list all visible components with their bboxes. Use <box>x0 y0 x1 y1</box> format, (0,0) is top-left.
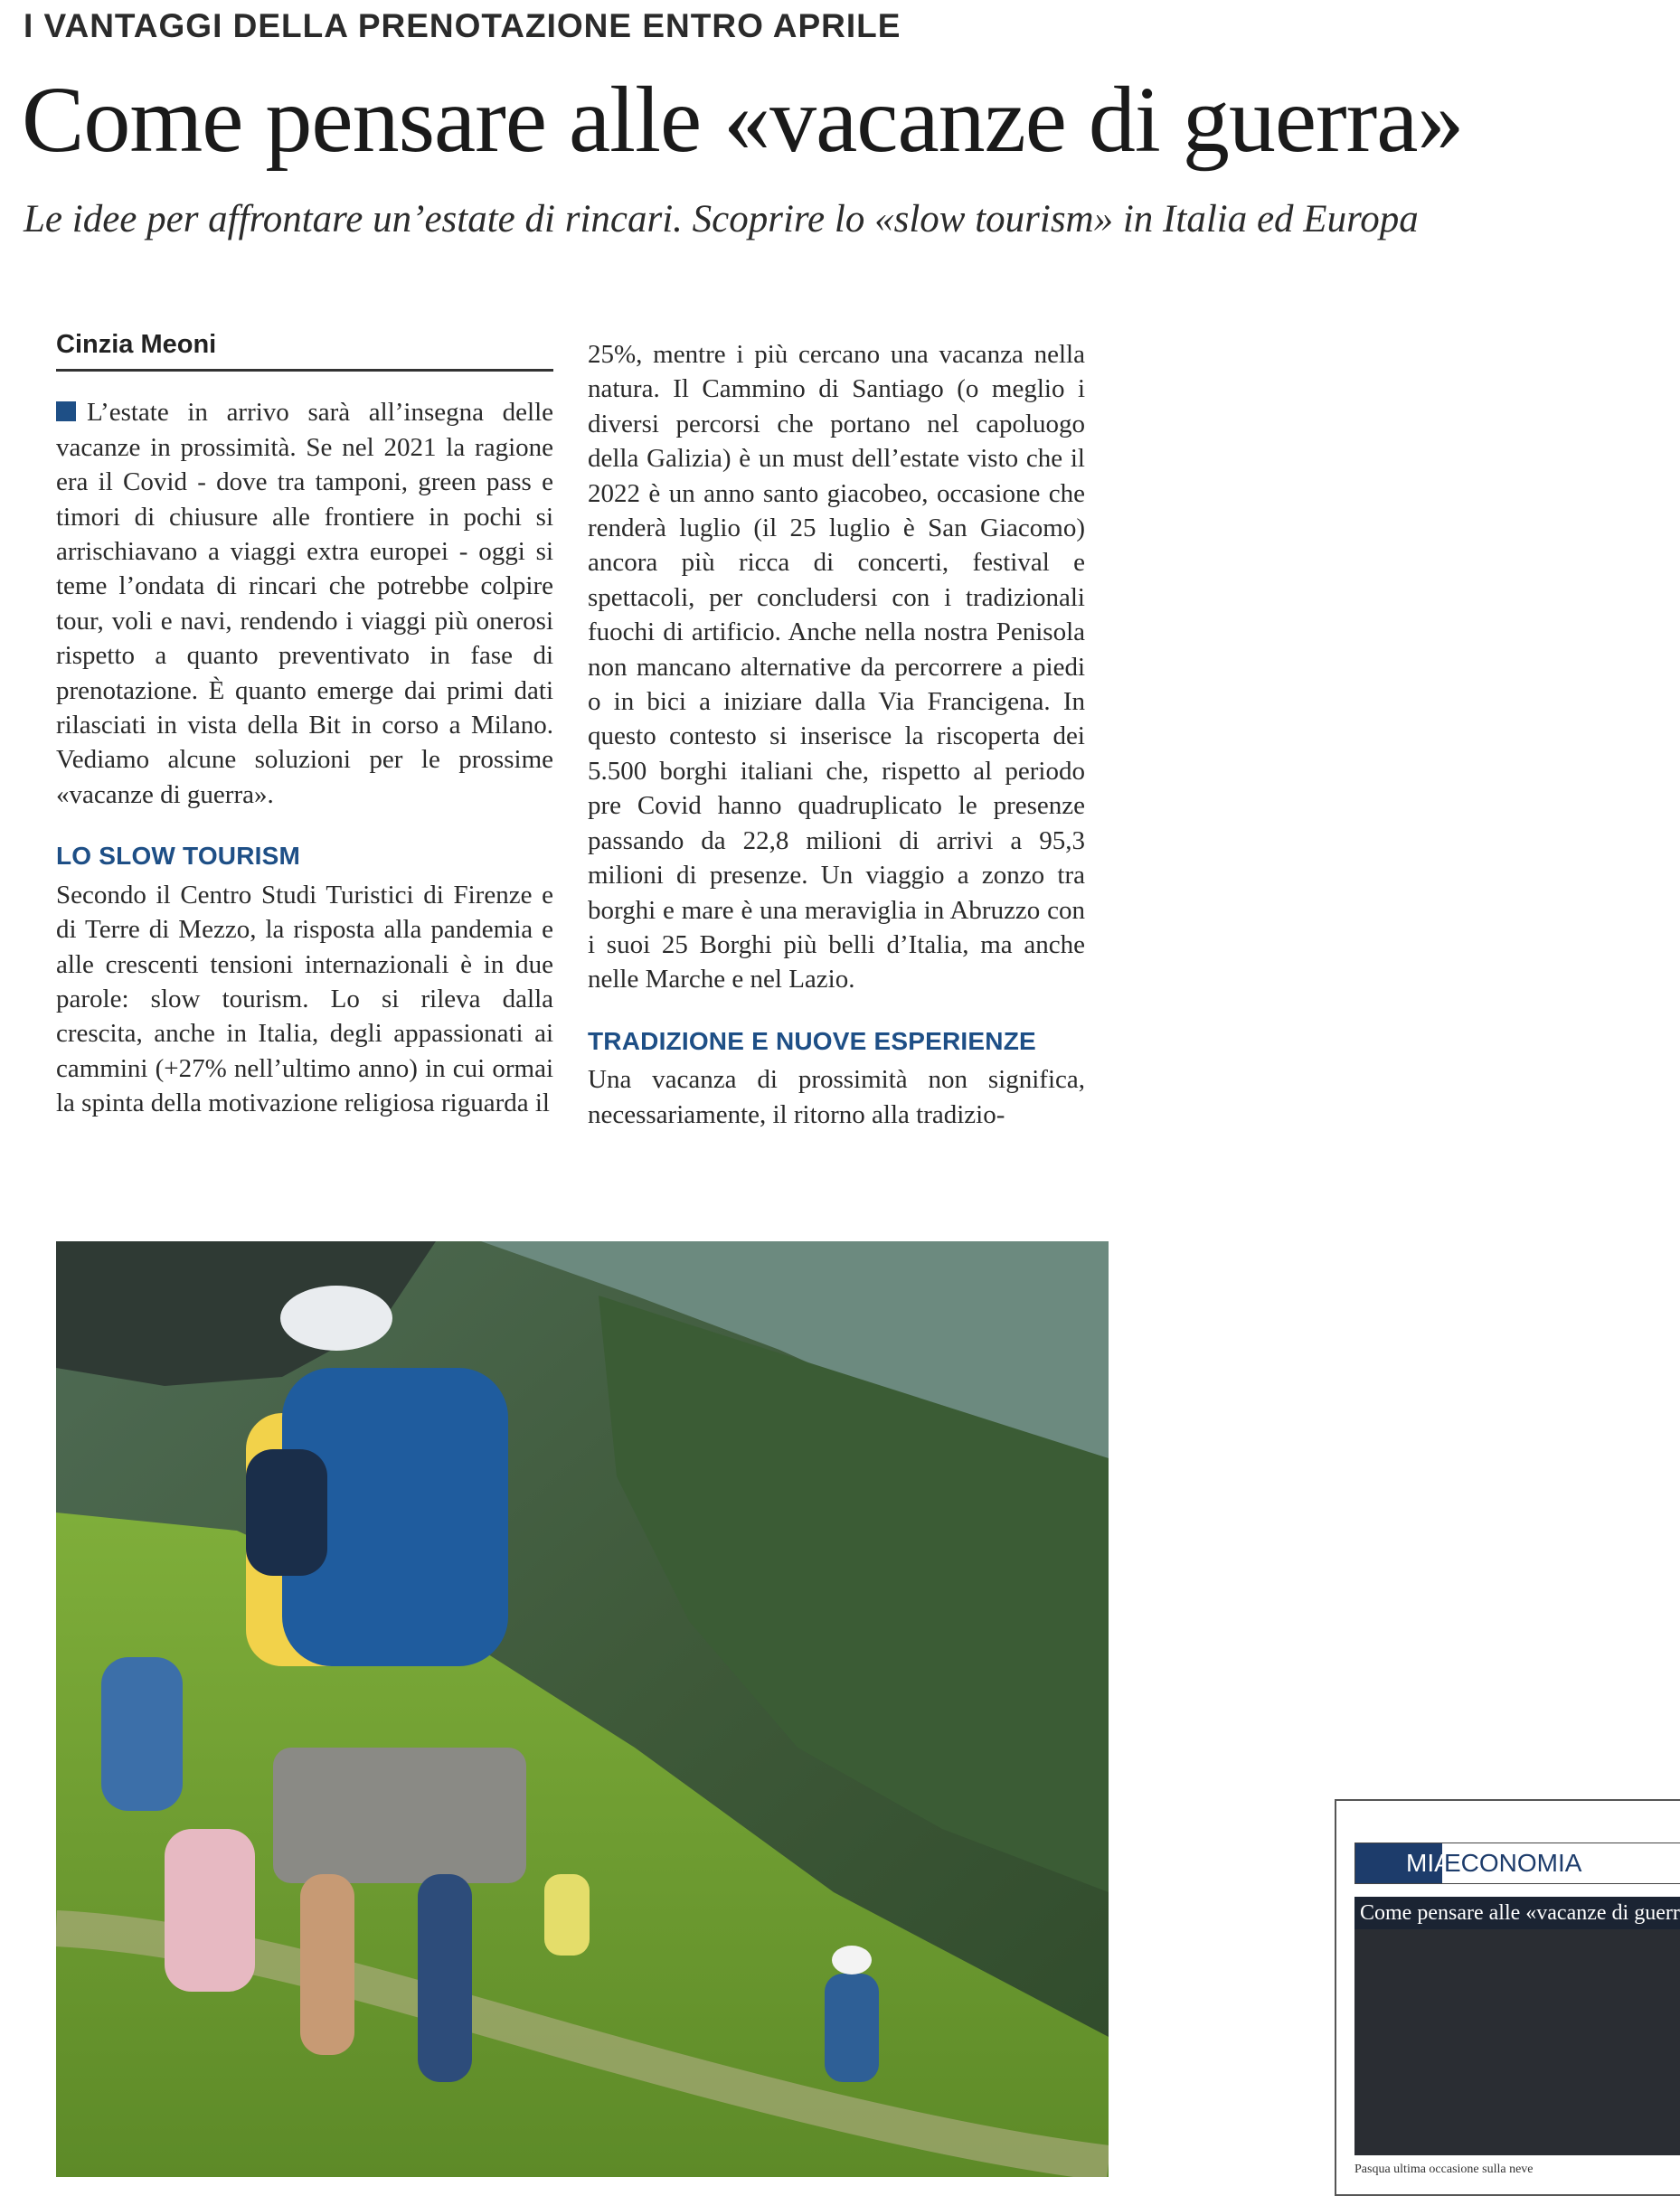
paragraph-intro: L’estate in arrivo sarà all’insegna delle vacanze in prossimità. Se nel 2021 la ragione era il Covid - dove tra tamponi, green pass e timori di chiusure alle frontiere in pochi si arrischiavano a viaggi extra europei - oggi si teme l’ondata di rincari che potrebbe colpire tour, voli e navi, rendendo i viaggi più onerosi rispetto a quanto preventivato in fase di prenotazione. È quanto emerge dai primi dati rilasciati in vista della Bit in corso a Milano. Vediamo alcune soluzioni per le prossime «vacanze di guerra». <box>56 395 553 812</box>
page-thumbnail <box>1335 1799 1680 2196</box>
text-column-1 <box>56 327 553 1121</box>
article-kicker: I VANTAGGI DELLA PRENOTAZIONE ENTRO APRILE <box>24 7 901 44</box>
photo-illustration <box>56 1241 1109 2177</box>
thumbnail-title: Come pensare alle «vacanze di guerr <box>1354 1897 1680 1929</box>
brand-left: MIA <box>1406 1849 1451 1877</box>
article-headline: Come pensare alle «vacanze di guerra» <box>22 68 1464 172</box>
thumbnail-brand <box>1354 1843 1680 1884</box>
text-column-2 <box>588 337 1085 1132</box>
thumbnail-footer: Pasqua ultima occasione sulla neve <box>1354 2163 1534 2176</box>
section-heading-slow-tourism: LO SLOW TOURISM <box>56 842 301 871</box>
thumbnail-body <box>1354 1929 1680 2155</box>
article-subheadline: Le idee per affrontare un’estate di rincari. Scoprire lo «slow tourism» in Italia ed Europa <box>24 198 1419 240</box>
hikers-mountain-photo <box>56 1241 1109 2177</box>
paragraph-tradizione: Una vacanza di prossimità non significa, necessariamente, il ritorno alla tradizio- <box>588 1065 1085 1129</box>
section-heading-tradizione: TRADIZIONE E NUOVE ESPERIENZE <box>588 1026 1036 1055</box>
paragraph-slow-tourism: Secondo il Centro Studi Turistici di Firenze e di Terre di Mezzo, la risposta alla pandemia e alle crescenti tensioni internazionali è in due parole: slow tourism. Lo si rileva dalla crescita, anche in Italia, degli appassionati ai cammini (+27% nell’ultimo anno) in cui ormai la spinta della motivazione religiosa riguarda il <box>56 880 553 1118</box>
paragraph-cammini: 25%, mentre i più cercano una vacanza nella natura. Il Cammino di Santiago (o meglio i diversi percorsi che portano nel capoluogo della Galizia) è un must dell’estate visto che il 2022 è un anno santo giacobeo, occasione che renderà luglio (il 25 luglio è San Giacomo) ancora più ricca di concerti, festival e spettacoli, per concludersi con i tradizionali fuochi di artificio. Anche nella nostra Penisola non mancano alternative da percorrere a piedi o in bici a iniziare dalla Via Francigena. In questo contesto si inserisce la riscoperta dei 5.500 borghi italiani che, rispetto al periodo pre Covid hanno quadruplicato le presenze passando da 22,8 milioni di arrivi a 95,3 milioni di presenze. Un viaggio a zonzo tra borghi e mare è una meraviglia in Abruzzo con i suoi 25 Borghi più belli d’Italia, ma anche nelle Marche e nel Lazio. <box>588 340 1085 994</box>
author-byline: Cinzia Meoni <box>56 327 553 372</box>
brand-right: ECONOMIA <box>1444 1849 1582 1877</box>
